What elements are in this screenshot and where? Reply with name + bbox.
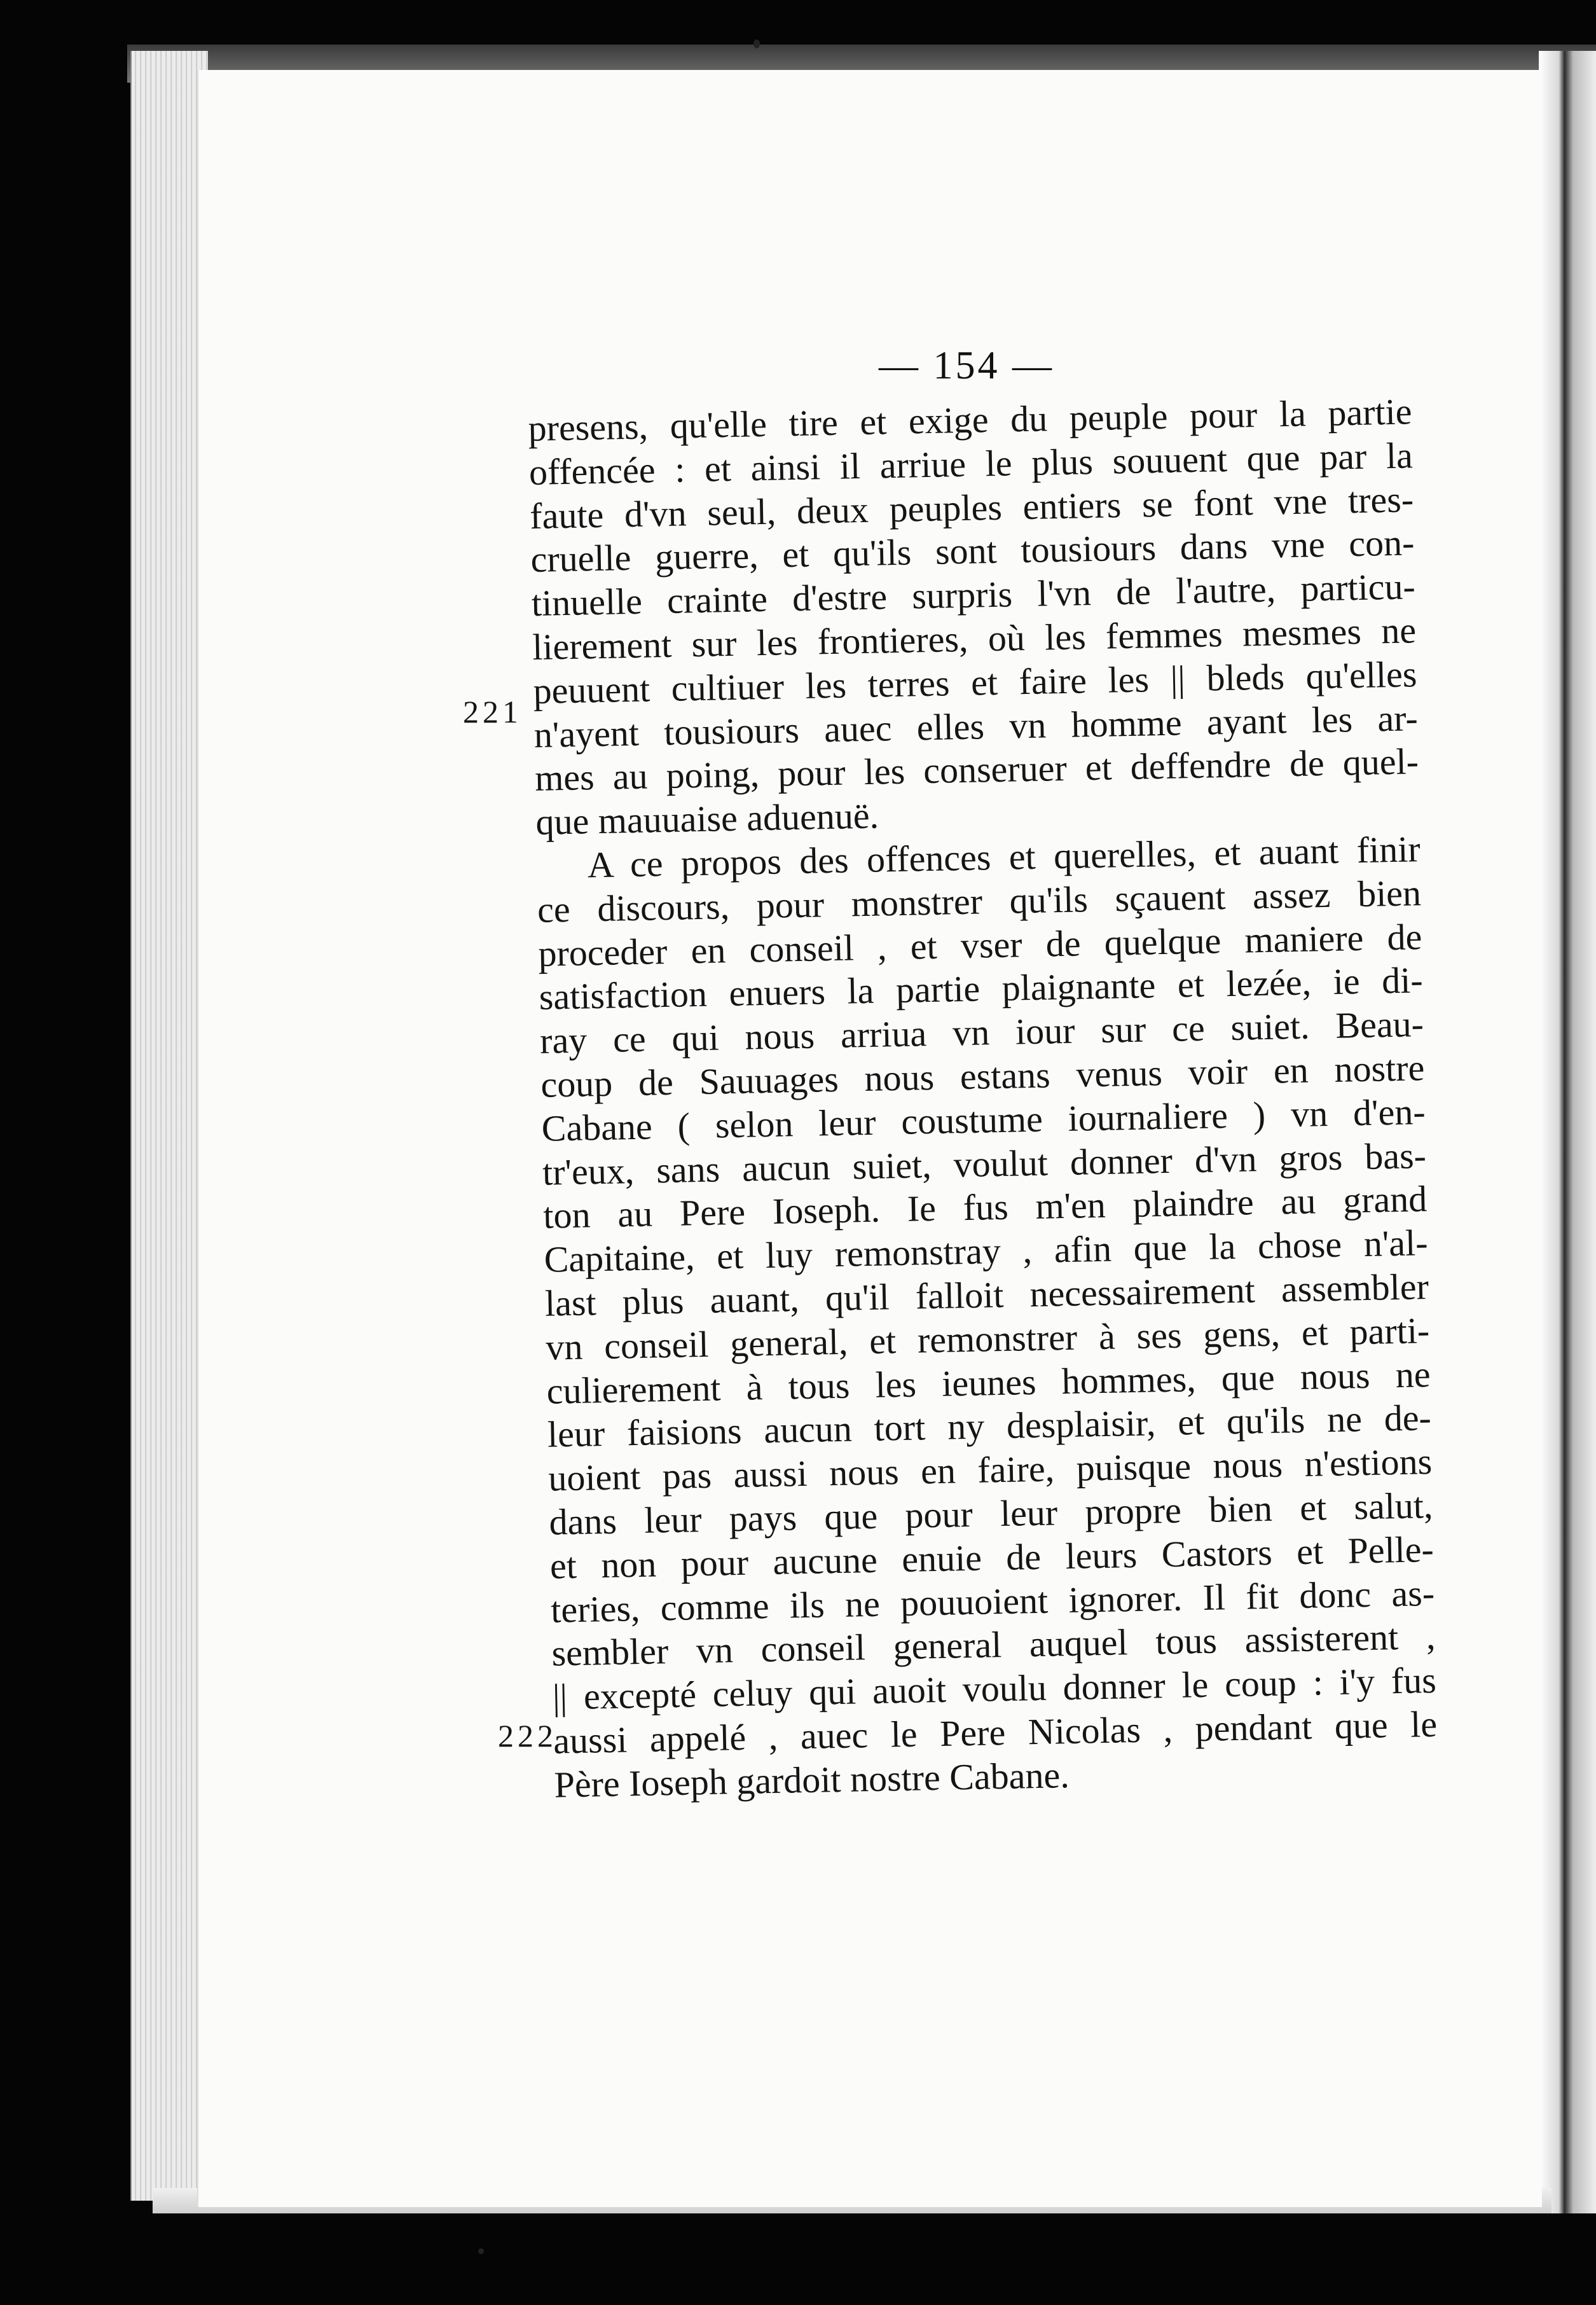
text-line: || excepté celuy qui auoit voulu donner le coup : i'y fus — [552, 1659, 1437, 1718]
text-line: ray ce qui nous arriua vn iour sur ce suiet. Beau- — [539, 1003, 1424, 1062]
margin-note-221: 221 — [463, 694, 522, 730]
text-line: last plus auant, qu'il falloit necessairement assembler — [544, 1265, 1429, 1324]
text-line: uoient pas aussi nous en faire, puisque nous n'estions — [547, 1441, 1433, 1499]
text-line: ton au Pere Ioseph. Ie fus m'en plaindre au grand — [542, 1178, 1427, 1237]
text-line: mes au poing, pour les conseruer et deffendre de quel- — [534, 740, 1419, 799]
text-line: proceder en conseil , et vser de quelque maniere de — [537, 915, 1422, 974]
text-line: Cabane ( selon leur coustume iournaliere ) vn d'en- — [541, 1090, 1426, 1149]
text-line: A ce propos des offences et querelles, et auant finir — [587, 828, 1421, 886]
right-gutter-edge — [1539, 51, 1596, 2213]
text-line: Capitaine, et luy remonstray , afin que la chose n'al- — [544, 1222, 1429, 1280]
text-line: ce discours, pour monstrer qu'ils sçauent assez bien — [537, 871, 1422, 931]
body-text — [528, 390, 1438, 1807]
scan-speck — [478, 2248, 484, 2254]
text-line: coup de Sauuages nous estans venus voir en nostre — [540, 1047, 1425, 1105]
text-line: et non pour aucune enuie de leurs Castors et Pelle- — [549, 1528, 1434, 1587]
text-line: cruelle guerre, et qu'ils sont tousiours dans vne con- — [530, 522, 1415, 581]
text-line: offencée : et ainsi il arriue le plus souuent que par la — [528, 434, 1414, 493]
text-line: faute d'vn seul, deux peuples entiers se font vne tres- — [529, 478, 1414, 537]
text-line: sembler vn conseil general auquel tous assisterent , — [551, 1616, 1436, 1674]
text-line: vn conseil general, et remonstrer à ses gens, et parti- — [545, 1309, 1430, 1368]
text-line: lierement sur les frontieres, où les femmes mesmes ne — [532, 609, 1417, 668]
page-number: — 154 — — [879, 344, 1054, 387]
text-line: presens, qu'elle tire et exige du peuple pour la partie — [528, 391, 1413, 449]
text-line: peuuent cultiuer les terres et faire les || bleds qu'elles — [532, 653, 1417, 712]
text-line: n'ayent tousiours auec elles vn homme ayant les ar- — [533, 696, 1419, 756]
page-leaf-edges — [130, 51, 208, 2201]
text-line: que mauuaise aduenuë. — [535, 794, 879, 843]
text-line: satisfaction enuers la partie plaignante et lezée, ie di- — [539, 959, 1424, 1018]
text-line: teries, comme ils ne pouuoient ignorer. Il fit donc as- — [550, 1572, 1435, 1631]
text-line: dans leur pays que pour leur propre bien et salut, — [549, 1484, 1434, 1543]
margin-note-222: 222 — [498, 1718, 557, 1754]
text-line: culierement à tous les ieunes hommes, que nous ne — [546, 1353, 1431, 1412]
text-line: tinuelle crainte d'estre surpris l'vn de l'autre, particu- — [531, 565, 1416, 625]
scan-speck — [753, 39, 760, 48]
text-line: Père Ioseph gardoit nostre Cabane. — [553, 1754, 1070, 1806]
text-line: tr'eux, sans aucun suiet, voulut donner d'vn gros bas- — [542, 1134, 1427, 1193]
text-line: aussi appelé , auec le Pere Nicolas , pendant que le — [553, 1703, 1438, 1762]
text-line: leur faisions aucun tort ny desplaisir, et qu'ils ne de- — [547, 1397, 1432, 1456]
